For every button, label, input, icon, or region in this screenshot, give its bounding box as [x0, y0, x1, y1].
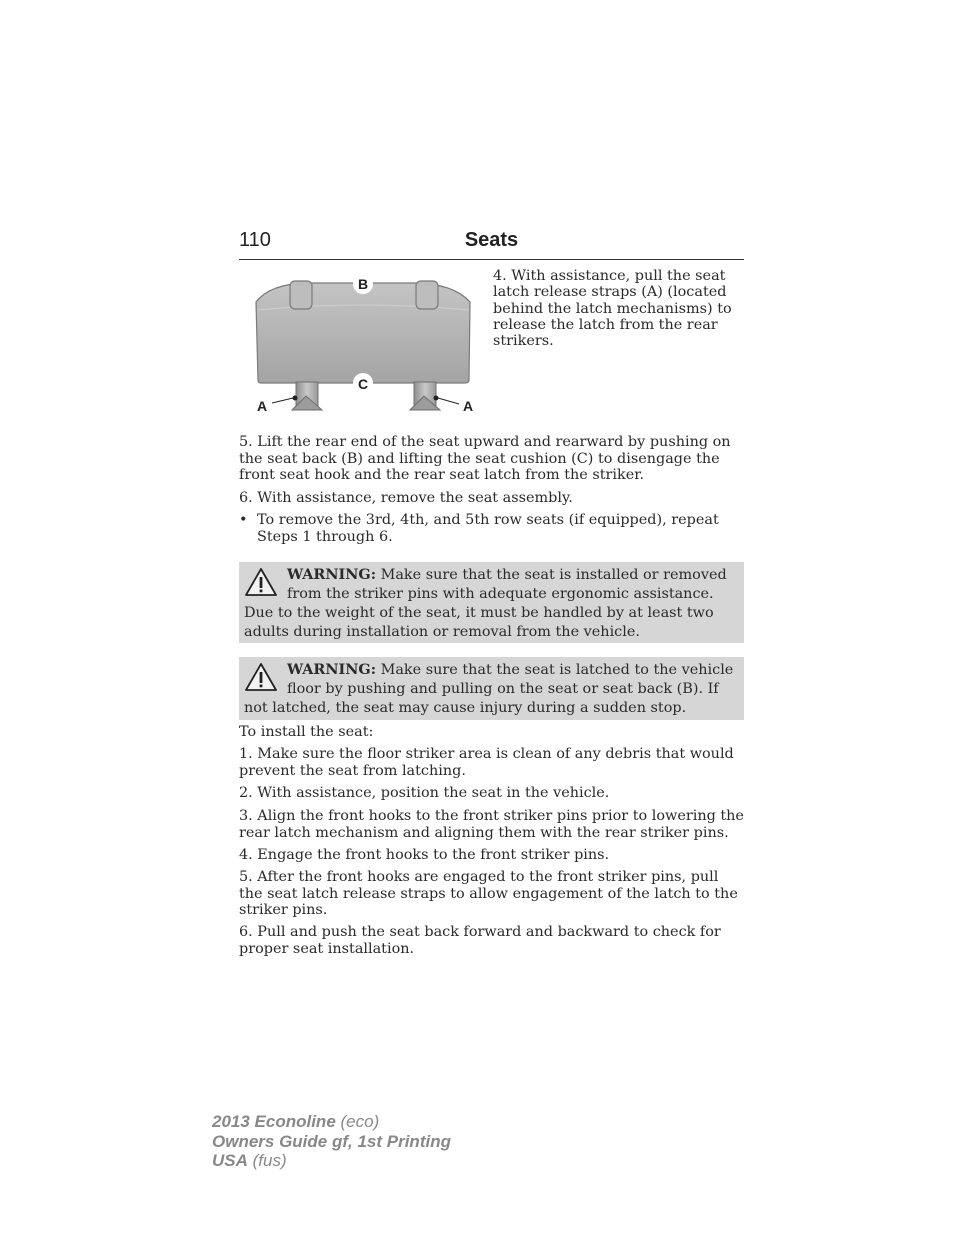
- step-4-text: 4. With assistance, pull the seat latch release straps (A) (located behind the latch mechanisms) to release the latch from the rear strikers.: [493, 268, 732, 350]
- bullet-text: To remove the 3rd, 4th, and 5th row seats (if equipped), repeat Steps 1 through 6.: [257, 512, 719, 545]
- footer-line-2: [212, 1132, 451, 1152]
- warning-triangle-icon: [244, 662, 278, 692]
- page-number: 110: [239, 229, 271, 251]
- callout-b: B: [357, 276, 369, 292]
- headrest-right: [416, 281, 438, 309]
- warning-text: Make sure that the seat is latched to the vehicle floor by pushing and pulling on the seat or seat back (B). If not latched, the seat may cause injury during a sudden stop.: [244, 662, 734, 716]
- warning-box-handling: [239, 562, 744, 643]
- warning-label: WARNING:: [287, 566, 377, 583]
- removal-step-5: 5. Lift the rear end of the seat upward and rearward by pushing on the seat back (B) and lifting the seat cushion (C) to disengage the front seat hook and the rear seat latch from the striker.: [239, 434, 731, 483]
- callout-a-left: A: [256, 398, 268, 414]
- headrest-left: [290, 281, 312, 309]
- removal-step-6: 6. With assistance, remove the seat assembly.: [239, 490, 573, 506]
- seat-illustration: [248, 270, 482, 420]
- footer-guide: Owners Guide gf, 1st Printing: [212, 1131, 451, 1151]
- callout-a-right: A: [462, 398, 474, 414]
- callout-c: C: [357, 376, 369, 392]
- install-step-1: 1. Make sure the floor striker area is clean of any debris that would prevent the seat from latching.: [239, 746, 734, 779]
- install-step-6: 6. Pull and push the seat back forward and backward to check for proper seat installation.: [239, 924, 721, 957]
- footer-market-code: (fus): [252, 1151, 287, 1170]
- latch-strap-left: [293, 396, 298, 401]
- install-step-2: 2. With assistance, position the seat in the vehicle.: [239, 785, 610, 801]
- footer-market: USA: [212, 1151, 248, 1170]
- page-footer: [212, 1112, 451, 1171]
- warning-triangle-icon: [244, 567, 278, 597]
- install-intro: To install the seat:: [239, 724, 374, 740]
- warning-box-latching: [239, 657, 744, 720]
- install-step-4: 4. Engage the front hooks to the front striker pins.: [239, 847, 610, 863]
- latch-strap-right: [434, 396, 439, 401]
- footer-model: 2013 Econoline: [212, 1112, 336, 1131]
- footer-line-1: [212, 1112, 451, 1132]
- warning-text: Make sure that the seat is installed or removed from the striker pins with adequate ergonomic assistance. Due to the weight of the seat, it must be handled by at least two adults during installation or removal from the vehicle.: [244, 567, 727, 640]
- warning-label: WARNING:: [287, 661, 377, 678]
- footer-model-code: (eco): [340, 1112, 380, 1131]
- install-step-5: 5. After the front hooks are engaged to the front striker pins, pull the seat latch release straps to allow engagement of the latch to the striker pins.: [239, 869, 738, 918]
- footer-line-3: [212, 1151, 451, 1171]
- bullet-list-item: [239, 512, 744, 545]
- install-step-3: 3. Align the front hooks to the front striker pins prior to lowering the rear latch mechanism and aligning them with the rear striker pins.: [239, 808, 744, 841]
- bullet-marker: •: [239, 512, 248, 528]
- page-header: [239, 229, 744, 260]
- section-title: Seats: [464, 229, 519, 251]
